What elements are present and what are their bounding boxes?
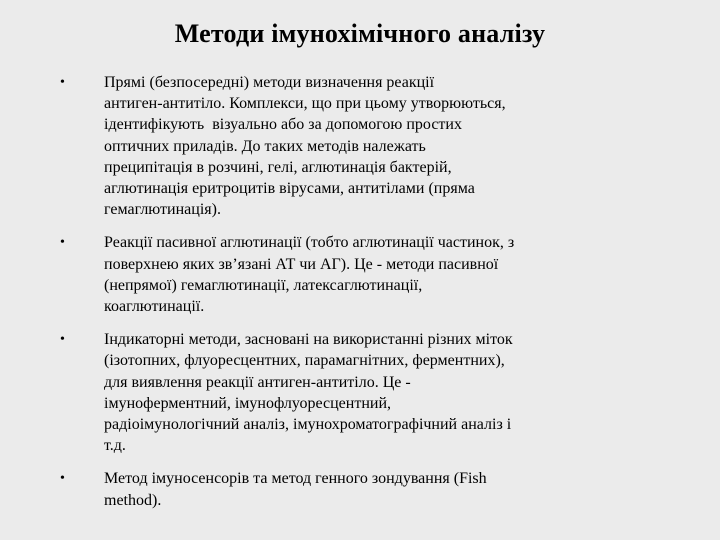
text-line: антиген-антитіло. Комплекси, що при цьому утворюються, <box>104 95 506 113</box>
text-line: оптичних приладів. До таких методів належать <box>104 137 426 155</box>
bullet-list <box>60 72 670 523</box>
text-line: поверхнею яких зв’язані АТ чи АГ). Це - методи пасивної <box>104 255 499 273</box>
bullet-item-3 <box>60 329 670 456</box>
text-line: ідентифікують візуально або за допомогою простих <box>104 116 462 134</box>
bullet-icon: • <box>60 471 65 487</box>
bullet-item-4 <box>60 468 670 510</box>
text-line: (непрямої) гемаглютинації, латексаглютинації, <box>104 276 423 294</box>
text-line: імуноферментний, імунофлуоресцентний, <box>104 394 392 412</box>
bullet-item-1 <box>60 72 670 220</box>
text-line: аглютинація еритроцитів вірусами, антитілами (пряма <box>104 180 475 198</box>
bullet-icon: • <box>60 235 65 251</box>
text-line: Прямі (безпосередні) методи визначення реакції <box>104 74 435 91</box>
slide-title: Методи імунохімічного аналізу <box>174 19 546 48</box>
text-line: т.д. <box>104 437 126 455</box>
bullet-icon: • <box>60 75 65 90</box>
text-line: method). <box>104 491 162 509</box>
text-line: преципітація в розчині, гелі, аглютинація бактерій, <box>104 158 452 176</box>
text-line: Реакції пасивної аглютинації (тобто аглютинації частинок, з <box>104 234 515 252</box>
text-line: гемаглютинація). <box>104 201 221 219</box>
text-line: Метод імуносенсорів та метод генного зондування (Fish <box>104 470 487 488</box>
text-line: коаглютинації. <box>104 298 205 316</box>
text-line: (ізотопних, флуоресцентних, парамагнітних, ферментних), <box>104 352 505 370</box>
text-line: радіоімунологічний аналіз, імунохроматографічний аналіз і <box>104 416 512 434</box>
bullet-item-2 <box>60 232 670 317</box>
text-line: Індикаторні методи, засновані на використанні різних міток <box>104 331 513 349</box>
text-line: для виявлення реакції антиген-антитіло. Це - <box>104 373 411 391</box>
bullet-icon: • <box>60 332 65 348</box>
